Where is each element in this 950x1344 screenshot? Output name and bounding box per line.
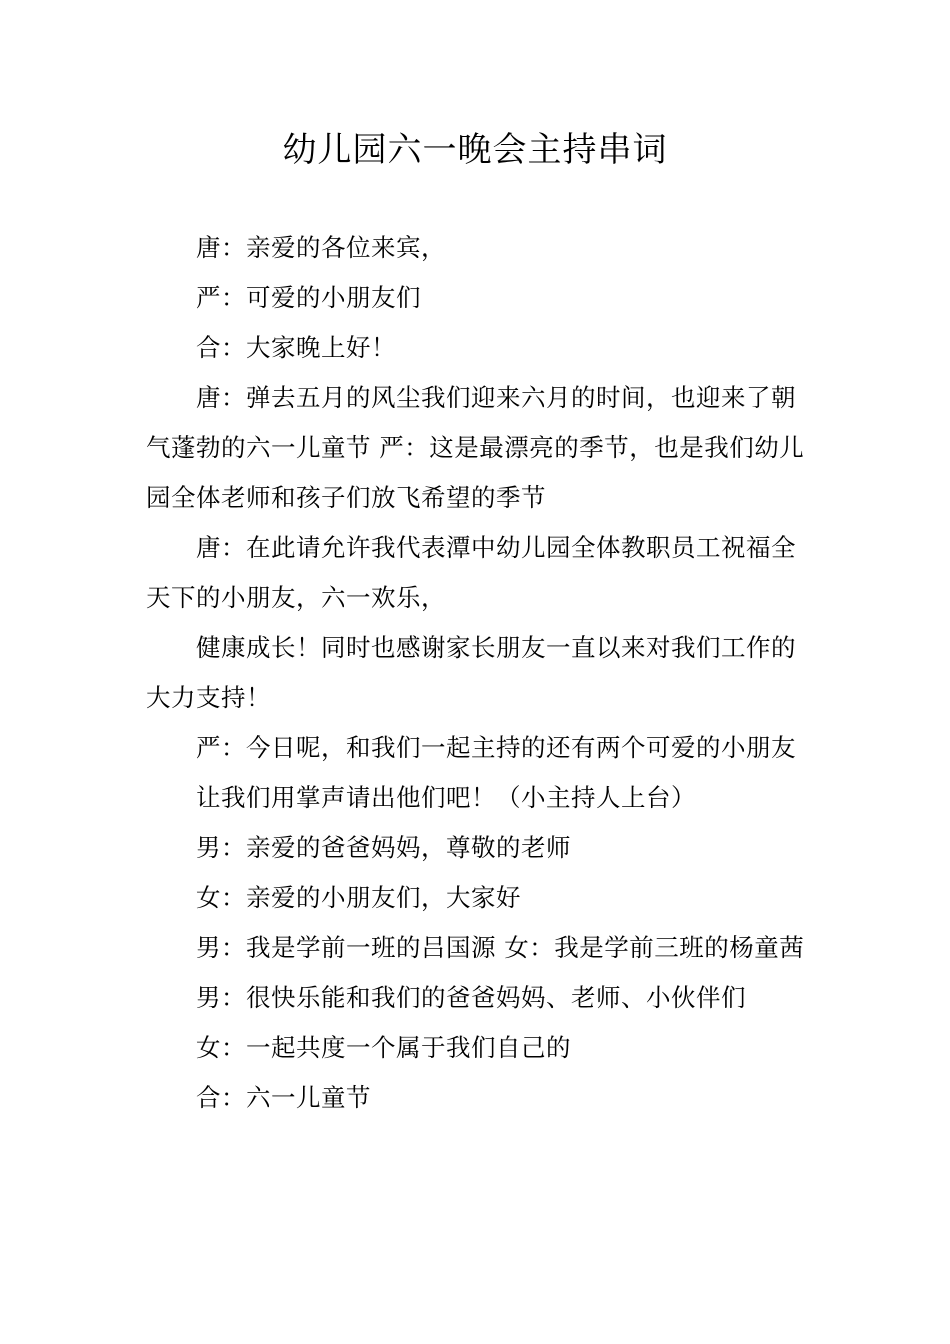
document-body (146, 223, 811, 1123)
paragraph: 男：我是学前一班的吕国源 女：我是学前三班的杨童茜 (196, 933, 805, 962)
document-title: 幼儿园六一晚会主持串词 (282, 130, 668, 170)
paragraph: 合：大家晚上好！ (196, 333, 396, 362)
paragraph: 唐：在此请允许我代表潭中幼儿园全体教职员工祝福全天下的小朋友，六一欢乐， (146, 533, 796, 612)
paragraph: 唐：弹去五月的风尘我们迎来六月的时间，也迎来了朝气蓬勃的六一儿童节 严：这是最漂亮的季节，也是我们幼儿园全体老师和孩子们放飞希望的季节 (146, 383, 805, 512)
paragraph: 健康成长！同时也感谢家长朋友一直以来对我们工作的大力支持！ (146, 633, 796, 712)
paragraph: 女：一起共度一个属于我们自己的 (196, 1033, 571, 1062)
paragraph: 严：可爱的小朋友们 (196, 283, 421, 312)
paragraph: 让我们用掌声请出他们吧！（小主持人上台） (196, 783, 696, 812)
paragraph: 男：亲爱的爸爸妈妈，尊敬的老师 (196, 833, 571, 862)
paragraph: 女：亲爱的小朋友们，大家好 (196, 883, 521, 912)
paragraph: 合：六一儿童节 (196, 1083, 371, 1112)
paragraph: 男：很快乐能和我们的爸爸妈妈、老师、小伙伴们 (196, 983, 746, 1012)
paragraph: 严：今日呢，和我们一起主持的还有两个可爱的小朋友 (196, 733, 796, 762)
paragraph: 唐：亲爱的各位来宾， (196, 233, 446, 262)
